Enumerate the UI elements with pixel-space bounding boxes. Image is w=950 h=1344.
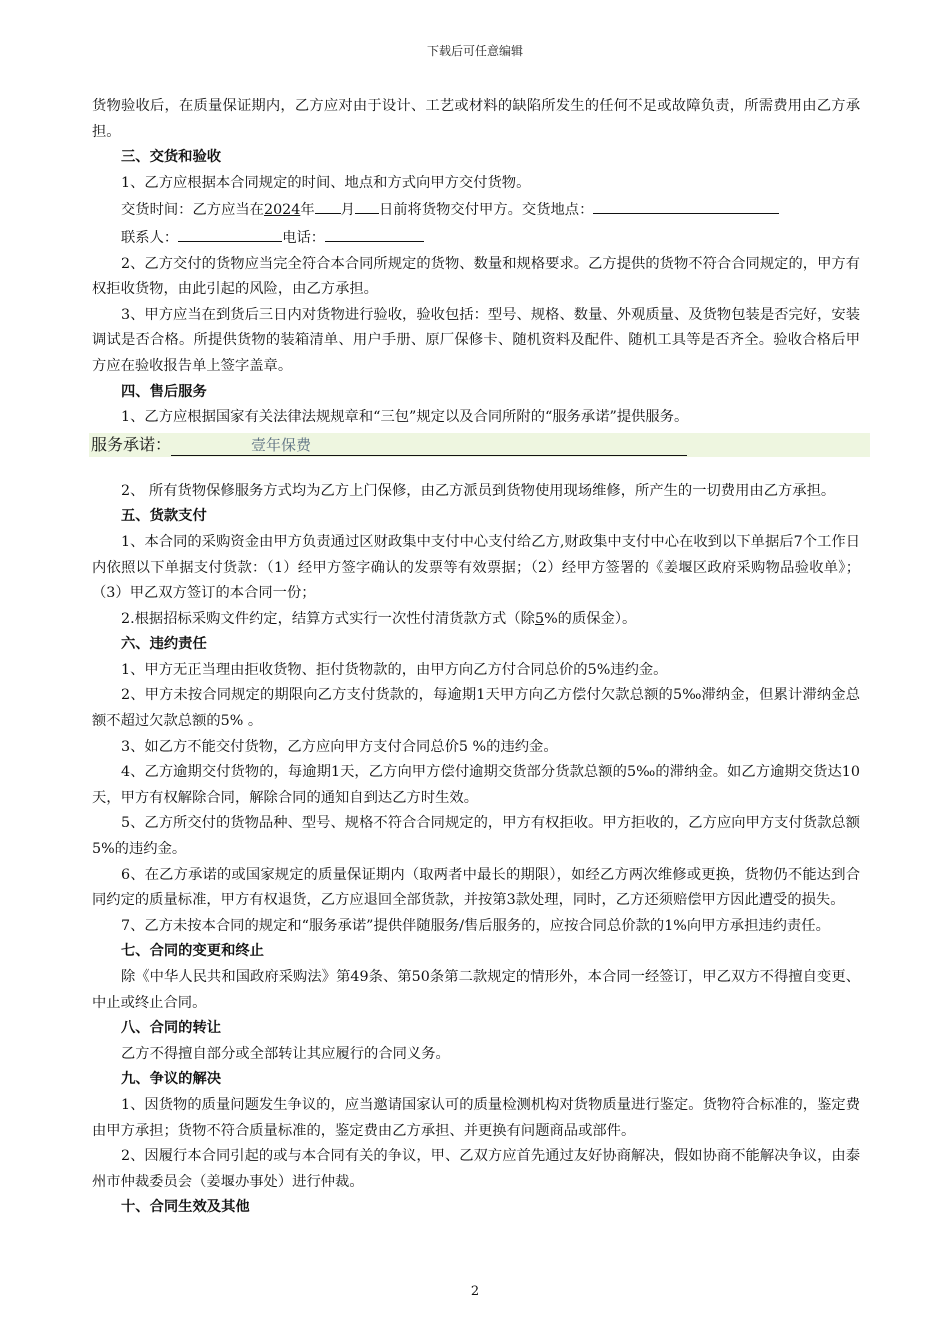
section-6-para-7: 7、乙方未按本合同的规定和“服务承诺”提供伴随服务/售后服务的，应按合同总价款的1%向甲方承担违约责任。 bbox=[121, 917, 830, 934]
retention-percent[interactable]: 5 bbox=[534, 610, 545, 627]
section-9-para-2: 2、因履行本合同引起的或与本合同有关的争议，甲、乙双方应首先通过友好协商解决，假如协商不能解决争议，由泰州市仲裁委员会（姜堰办事处）进行仲裁。 bbox=[92, 1148, 860, 1190]
contract-body bbox=[92, 94, 860, 1221]
section-6-para-5: 5、乙方所交付的货物品种、型号、规格不符合合同规定的，甲方有权拒收。甲方拒收的，乙方应向甲方支付货款总额5%的违约金。 bbox=[92, 815, 860, 858]
delivery-location-blank[interactable] bbox=[593, 196, 779, 214]
service-commitment-label: 服务承诺： bbox=[91, 434, 172, 454]
section-6-para-4: 4、乙方逾期交付货物的，每逾期1天，乙方向甲方偿付逾期交货部分货款总额的5‰的滞纳金。如乙方逾期交货达10天，甲方有权解除合同，解除合同的通知自到达乙方时生效。 bbox=[92, 764, 860, 806]
section-4-para-2: 2、 所有货物保修服务方式均为乙方上门保修，由乙方派员到货物使用现场维修，所产生的一切费用由乙方承担。 bbox=[121, 482, 836, 499]
delivery-month-blank[interactable] bbox=[315, 196, 341, 214]
page-number: 2 bbox=[470, 1284, 480, 1299]
delivery-day-blank[interactable] bbox=[355, 196, 379, 214]
delivery-year[interactable]: 2024 bbox=[263, 202, 301, 219]
service-commitment-row bbox=[89, 433, 870, 457]
page-header-note: 下载后可任意编辑 bbox=[426, 44, 523, 58]
section-6-title: 六、违约责任 bbox=[121, 636, 207, 653]
section-6-para-2: 2、甲方未按合同规定的期限向乙方支付货款的，每逾期1天甲方向乙方偿付欠款总额的5‰滞纳金，但累计滞纳金总额不超过欠款总额的5% 。 bbox=[92, 687, 860, 730]
section-3-para-3: 3、甲方应当在到货后三日内对货物进行验收，验收包括：型号、规格、数量、外观质量、及货物包装是否完好，安装调试是否合格。所提供货物的装箱清单、用户手册、原厂保修卡、随机资料及配件、随机工具等是否齐全。验收合格后甲方应在验收报告单上签字盖章。 bbox=[92, 306, 860, 374]
section-8-title: 八、合同的转让 bbox=[121, 1020, 222, 1037]
payment-text-before: 2.根据招标采购文件约定，结算方式实行一次性付清货款方式（除 bbox=[121, 610, 535, 627]
delivery-day-suffix: 日前将货物交付甲方。交货地点： bbox=[378, 202, 594, 219]
phone-label: 电话： bbox=[282, 229, 326, 246]
section-3-para-2: 2、乙方交付的货物应当完全符合本合同所规定的货物、数量和规格要求。乙方提供的货物不符合合同规定的，甲方有权拒收货物，由此引起的风险，由乙方承担。 bbox=[92, 255, 860, 298]
service-commitment-field[interactable]: 壹年保费 bbox=[171, 435, 687, 456]
section-3-para-1: 1、乙方应根据本合同规定的时间、地点和方式向甲方交付货物。 bbox=[121, 174, 531, 191]
phone-blank[interactable] bbox=[325, 224, 424, 242]
section-5-para-1: 1、本合同的采购资金由甲方负责通过区财政集中支付中心支付给乙方,财政集中支付中心在收到以下单据后7个工作日内依照以下单据支付货款：（1）经甲方签字确认的发票等有效票据；（2）经甲方签署的《姜堰区政府采购物品验收单》；（3）甲乙双方签订的本合同一份； bbox=[92, 533, 860, 602]
delivery-line bbox=[92, 196, 860, 224]
delivery-month-suffix: 月 bbox=[340, 202, 355, 219]
section-6-para-3: 3、如乙方不能交付货物，乙方应向甲方支付合同总价5 %的违约金。 bbox=[121, 738, 558, 755]
section-6-para-6: 6、在乙方承诺的或国家规定的质量保证期内（取两者中最长的期限），如经乙方两次维修或更换，货物仍不能达到合同约定的质量标准，甲方有权退货，乙方应退回全部货款，并按第3款处理，同时，乙方还须赔偿甲方因此遭受的损失。 bbox=[92, 866, 860, 909]
section-8-para-1: 乙方不得擅自部分或全部转让其应履行的合同义务。 bbox=[121, 1045, 450, 1062]
section-5-para-2 bbox=[92, 607, 860, 633]
contact-blank[interactable] bbox=[178, 224, 282, 242]
section-7-title: 七、合同的变更和终止 bbox=[121, 943, 264, 960]
contact-line bbox=[92, 224, 860, 252]
section-9-title: 九、争议的解决 bbox=[121, 1071, 222, 1088]
section-10-title: 十、合同生效及其他 bbox=[121, 1199, 250, 1216]
section-9-para-1: 1、因货物的质量问题发生争议的，应当邀请国家认可的质量检测机构对货物质量进行鉴定。货物符合标准的，鉴定费由甲方承担；货物不符合质量标准的，鉴定费由乙方承担、并更换有问题商品或部件。 bbox=[92, 1096, 860, 1139]
delivery-prefix: 交货时间：乙方应当在 bbox=[121, 202, 264, 219]
delivery-year-suffix: 年 bbox=[300, 202, 315, 219]
section-4-title: 四、售后服务 bbox=[121, 383, 207, 400]
contact-label: 联系人： bbox=[121, 229, 179, 246]
section-6-para-1: 1、甲方无正当理由拒收货物、拒付货物款的，由甲方向乙方付合同总价的5%违约金。 bbox=[121, 661, 668, 678]
section-7-para-1: 除《中华人民共和国政府采购法》第49条、第50条第二款规定的情形外，本合同一经签订，甲乙双方不得擅自变更、中止或终止合同。 bbox=[92, 969, 860, 1011]
intro-paragraph: 货物验收后，在质量保证期内，乙方应对由于设计、工艺或材料的缺陷所发生的任何不足或故障负责，所需费用由乙方承担。 bbox=[92, 98, 860, 140]
section-5-title: 五、货款支付 bbox=[121, 508, 207, 525]
section-3-title: 三、交货和验收 bbox=[121, 149, 222, 166]
section-4-para-1: 1、乙方应根据国家有关法律法规规章和“三包”规定以及合同所附的“服务承诺”提供服务。 bbox=[121, 409, 689, 426]
payment-text-after: %的质保金）。 bbox=[544, 610, 637, 627]
